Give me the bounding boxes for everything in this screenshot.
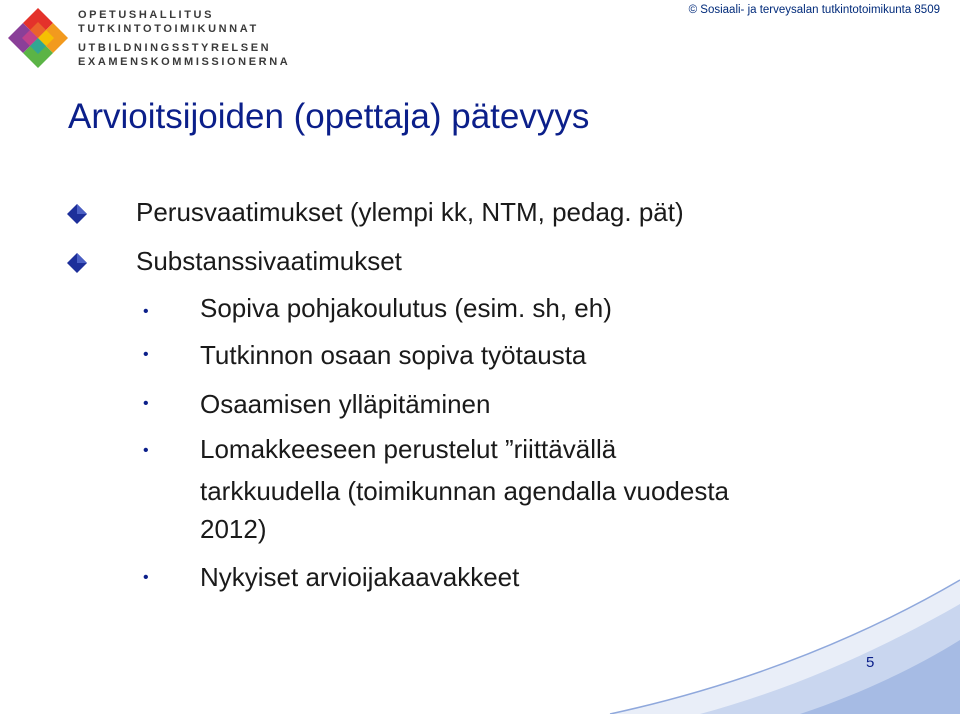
bullet-item-2: Substanssivaatimukset [136, 246, 402, 276]
dot-bullet-icon: • [143, 303, 149, 320]
logo-line-3: UTBILDNINGSSTYRELSEN [78, 42, 272, 54]
copyright-notice: © Sosiaali- ja terveysalan tutkintotoimikunta 8509 [688, 4, 940, 16]
dot-bullet-icon: • [143, 442, 149, 459]
logo-line-1: OPETUSHALLITUS [78, 9, 215, 21]
bullet-item-1: Perusvaatimukset (ylempi kk, NTM, pedag. pät) [136, 197, 684, 227]
dot-bullet-icon: • [143, 346, 149, 363]
logo-line-2: TUTKINTOTOIMIKUNNAT [78, 22, 259, 35]
dot-bullet-icon: • [143, 569, 149, 586]
dot-bullet-icon: • [143, 395, 149, 412]
logo-line-4: EXAMENSKOMMISSIONERNA [78, 55, 291, 68]
sub-item-5: Nykyiset arvioijakaavakkeet [200, 562, 520, 592]
sub-item-4-line-1: Lomakkeeseen perustelut ”riittävällä [200, 434, 617, 464]
slide-title: Arvioitsijoiden (opettaja) pätevyys [68, 97, 590, 136]
page-number: 5 [866, 654, 875, 671]
sub-item-3: Osaamisen ylläpitäminen [200, 389, 491, 419]
sub-item-2: Tutkinnon osaan sopiva työtausta [200, 340, 587, 370]
sub-item-1: Sopiva pohjakoulutus (esim. sh, eh) [200, 293, 612, 323]
sub-item-4-line-2: tarkkuudella (toimikunnan agendalla vuodesta [200, 476, 730, 506]
sub-item-4-line-3: 2012) [200, 514, 267, 544]
